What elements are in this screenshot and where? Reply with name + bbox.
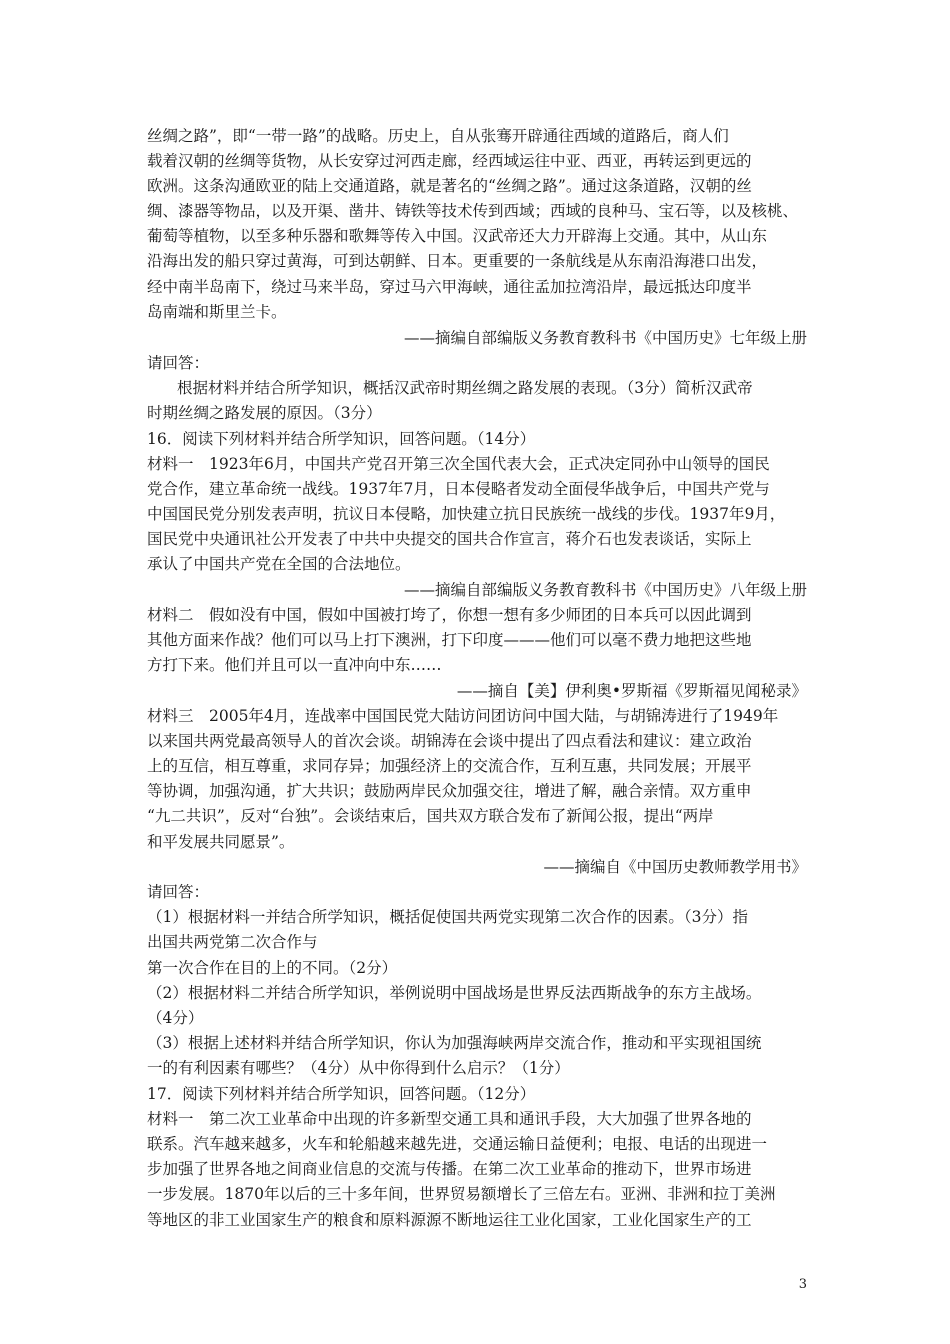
text-line: 党合作，建立革命统一战线。1937年7月，日本侵略者发动全面侵华战争后，中国共产党与 [147,480,770,498]
text-line: 葡萄等植物，以至多种乐器和歌舞等传入中国。汉武帝还大力开辟海上交通。其中，从山东 [147,227,768,245]
question-prompt: 请回答： [147,883,210,901]
text-line: 方打下来。他们并且可以一直冲向中东…… [147,656,442,674]
text-line: 丝绸之路”，即“一带一路”的战略。历史上，自从张骞开辟通往西域的道路后，商人们 [147,127,729,145]
text-line: 等协调，加强沟通，扩大共识；鼓励两岸民众加强交往，增进了解，融合亲情。双方重申 [147,782,752,800]
text-line: 载着汉朝的丝绸等货物，从长安穿过河西走廊，经西域运往中亚、西亚，再转运到更远的 [147,152,752,170]
text-line: 材料一 1923年6月，中国共产党召开第三次全国代表大会，正式决定同孙中山领导的国民 [147,455,770,473]
text-line: 联系。汽车越来越多，火车和轮船越来越先进，交通运输日益便利；电报、电话的出现进一 [147,1135,768,1153]
sub-question: （1）根据材料一并结合所学知识，概括促使国共两党实现第二次合作的因素。（3分）指 [147,908,748,926]
text-line: 材料三 2005年4月，连战率中国国民党大陆访问团访问中国大陆，与胡锦涛进行了1949年 [147,707,779,725]
text-line: 经中南半岛南下，绕过马来半岛，穿过马六甲海峡，通往孟加拉湾沿岸，最远抵达印度半 [147,278,752,296]
text-line: 出国共两党第二次合作与 [147,933,318,951]
text-line: 和平发展共同愿景”。 [147,833,295,851]
source-citation: ——摘编自《中国历史教师教学用书》 [543,858,807,876]
sub-question: （2）根据材料二并结合所学知识，举例说明中国战场是世界反法西斯战争的东方主战场。 [147,984,762,1002]
text-line: 沿海出发的船只穿过黄海，可到达朝鲜、日本。更重要的一条航线是从东南沿海港口出发， [147,252,768,270]
source-citation: ——摘编自部编版义务教育教科书《中国历史》七年级上册 [403,329,807,347]
sub-question: （3）根据上述材料并结合所学知识，你认为加强海峡两岸交流合作，推动和平实现祖国统 [147,1034,762,1052]
text-line: 材料一 第二次工业革命中出现的许多新型交通工具和通讯手段，大大加强了世界各地的 [147,1110,752,1128]
text-line: 国民党中央通讯社公开发表了中共中央提交的国共合作宣言，蒋介石也发表谈话，实际上 [147,530,752,548]
page-number: 3 [798,1277,807,1292]
text-line: “九二共识”，反对“台独”。会谈结束后，国共双方联合发布了新闻公报，提出“两岸 [147,807,714,825]
text-line: 上的互信，相互尊重，求同存异；加强经济上的交流合作，互利互惠，共同发展；开展平 [147,757,752,775]
question-heading: 16．阅读下列材料并结合所学知识，回答问题。（14分） [147,430,536,448]
text-line: （4分） [147,1009,204,1027]
text-line: 一步发展。1870年以后的三十多年间，世界贸易额增长了三倍左右。亚洲、非洲和拉丁美洲 [147,1185,776,1203]
source-citation: ——摘编自部编版义务教育教科书《中国历史》八年级上册 [403,581,807,599]
text-line: 中国国民党分别发表声明，抗议日本侵略，加快建立抗日民族统一战线的步伐。1937年9月， [147,505,786,523]
text-line: 一的有利因素有哪些？（4分）从中你得到什么启示？（1分） [147,1059,570,1077]
text-line: 绸、漆器等物品，以及开渠、凿井、铸铁等技术传到西域；西域的良种马、宝石等，以及核桃、 [147,202,799,220]
text-line: 等地区的非工业国家生产的粮食和原料源源不断地运往工业化国家，工业化国家生产的工 [147,1211,752,1229]
question-prompt: 请回答： [147,354,210,372]
question-heading: 17．阅读下列材料并结合所学知识，回答问题。（12分） [147,1085,536,1103]
text-line: 其他方面来作战？他们可以马上打下澳洲，打下印度———他们可以毫不费力地把这些地 [147,631,752,649]
text-line: 第一次合作在目的上的不同。（2分） [147,959,398,977]
text-line: 岛南端和斯里兰卡。 [147,303,287,321]
text-line: 根据材料并结合所学知识，概括汉武帝时期丝绸之路发展的表现。（3分）简析汉武帝 [177,379,753,397]
text-line: 步加强了世界各地之间商业信息的交流与传播。在第二次工业革命的推动下，世界市场进 [147,1160,752,1178]
source-citation: ——摘自【美】伊利奥•罗斯福《罗斯福见闻秘录》 [456,682,807,700]
text-line: 欧洲。这条沟通欧亚的陆上交通道路，就是著名的“丝绸之路”。通过这条道路，汉朝的丝 [147,177,752,195]
text-line: 材料二 假如没有中国，假如中国被打垮了，你想一想有多少师团的日本兵可以因此调到 [147,606,752,624]
text-line: 以来国共两党最高领导人的首次会谈。胡锦涛在会谈中提出了四点看法和建议：建立政治 [147,732,752,750]
text-line: 承认了中国共产党在全国的合法地位。 [147,555,411,573]
text-line: 时期丝绸之路发展的原因。（3分） [147,404,382,422]
